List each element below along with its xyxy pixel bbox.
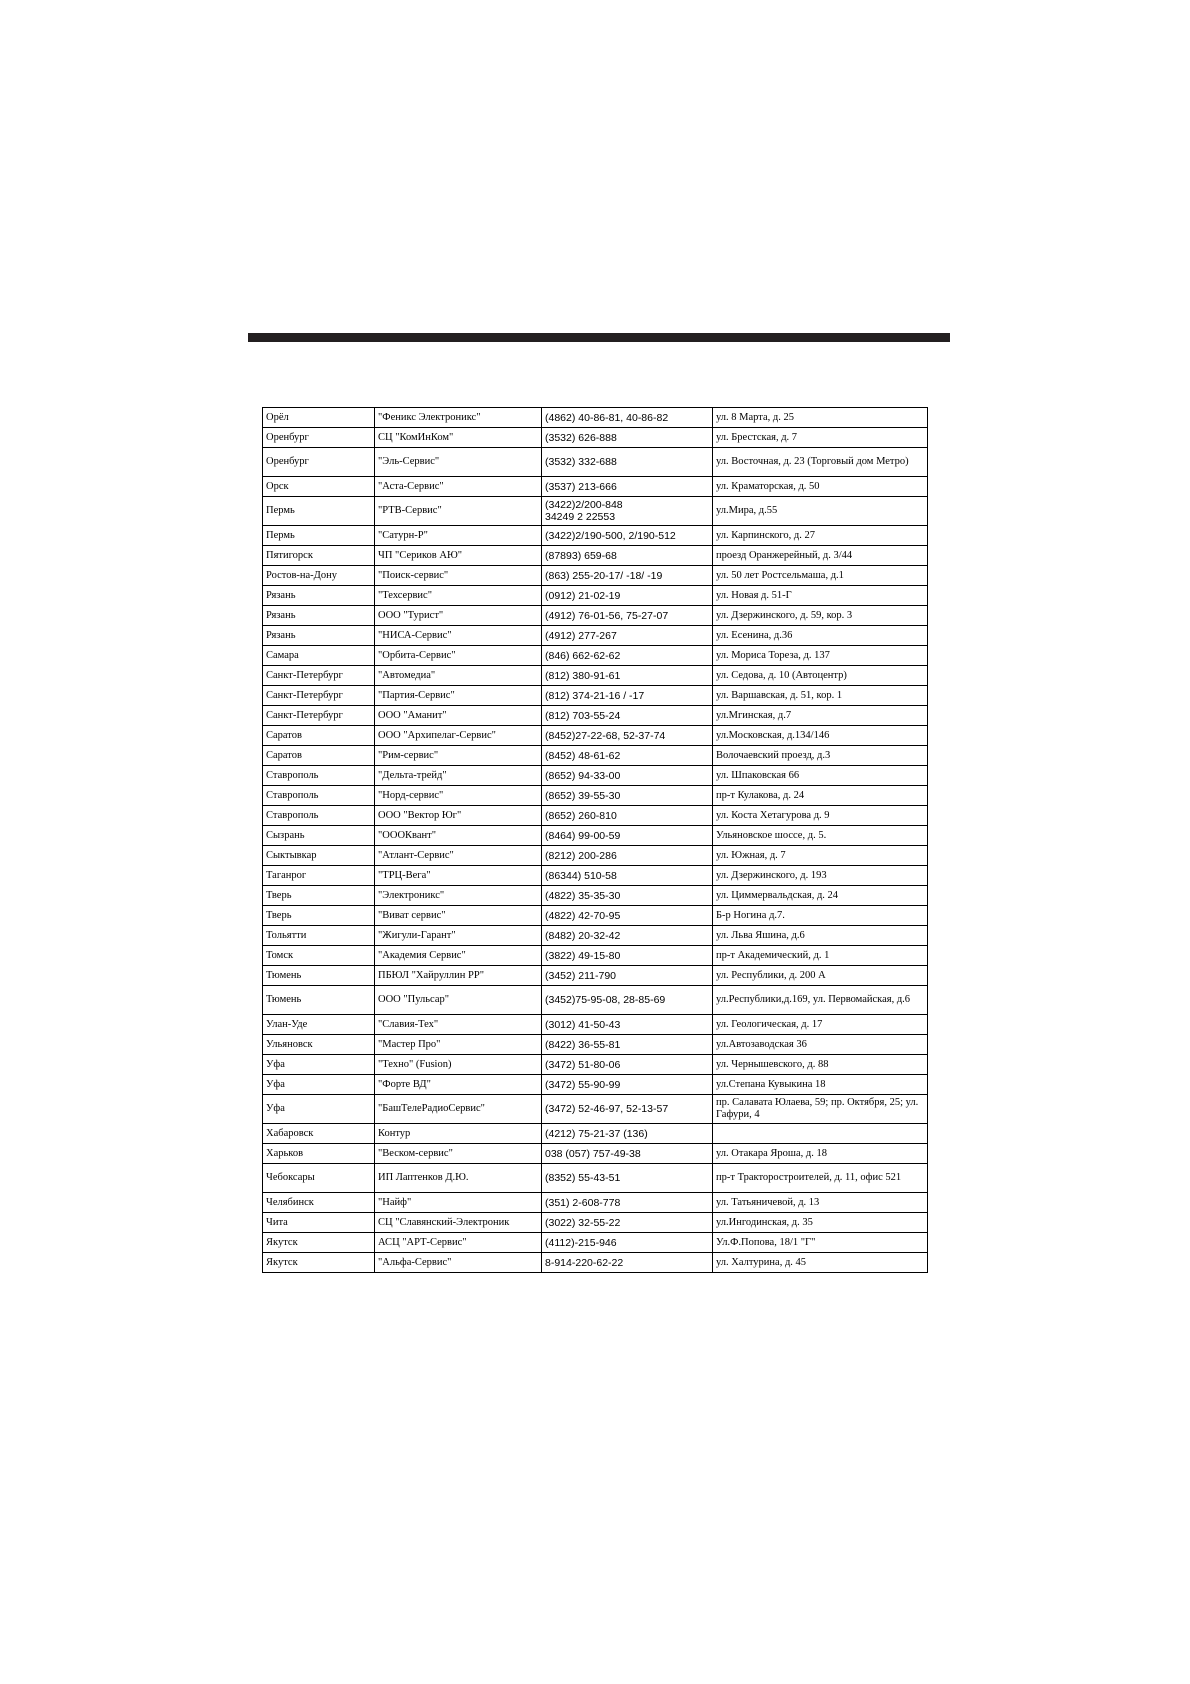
city-cell: Орск [263,477,375,497]
city-cell: Самара [263,646,375,666]
name-cell: "Академия Сервис" [375,946,542,966]
phone-cell: (3472) 51-80-06 [542,1055,713,1075]
name-cell: ЧП "Сериков АЮ" [375,546,542,566]
city-cell: Сыктывкар [263,846,375,866]
table-row [263,1124,928,1144]
phone-cell: (812) 374-21-16 / -17 [542,686,713,706]
table-row [263,626,928,646]
city-cell: Челябинск [263,1193,375,1213]
table-row [263,1164,928,1193]
city-cell: Саратов [263,726,375,746]
name-cell: "Найф" [375,1193,542,1213]
name-cell: "Феникс Электроникс" [375,408,542,428]
city-cell: Чита [263,1213,375,1233]
table-row [263,946,928,966]
address-cell: ул.Московская, д.134/146 [713,726,928,746]
city-cell: Тюмень [263,966,375,986]
address-cell [713,1124,928,1144]
phone-cell: (3022) 32-55-22 [542,1213,713,1233]
city-cell: Пятигорск [263,546,375,566]
address-cell: ул. Коста Хетагурова д. 9 [713,806,928,826]
address-cell: ул. Льва Яшина, д.6 [713,926,928,946]
address-cell: ул. Отакара Яроша, д. 18 [713,1144,928,1164]
name-cell: ПБЮЛ "Хайруллин РР" [375,966,542,986]
name-cell: "Атлант-Сервис" [375,846,542,866]
city-cell: Чебоксары [263,1164,375,1193]
table-row [263,666,928,686]
phone-cell: (3422)2/190-500, 2/190-512 [542,526,713,546]
address-cell: ул. Брестская, д. 7 [713,428,928,448]
name-cell: АСЦ "АРТ-Сервис" [375,1233,542,1253]
table-row [263,1233,928,1253]
table-row [263,1075,928,1095]
phone-cell: (8652) 39-55-30 [542,786,713,806]
city-cell: Рязань [263,626,375,646]
table-row [263,866,928,886]
phone-cell: (863) 255-20-17/ -18/ -19 [542,566,713,586]
table-row [263,926,928,946]
address-cell: ул. Варшавская, д. 51, кор. 1 [713,686,928,706]
address-cell: ул. Чернышевского, д. 88 [713,1055,928,1075]
city-cell: Томск [263,946,375,966]
address-cell: ул. Татьяничевой, д. 13 [713,1193,928,1213]
address-cell: ул.Ингодинская, д. 35 [713,1213,928,1233]
name-cell: СЦ "КомИнКом" [375,428,542,448]
city-cell: Тюмень [263,986,375,1015]
name-cell: "Техно" (Fusion) [375,1055,542,1075]
name-cell: "Норд-сервис" [375,786,542,806]
phone-cell: (8212) 200-286 [542,846,713,866]
phone-cell: (0912) 21-02-19 [542,586,713,606]
address-cell: ул. Седова, д. 10 (Автоцентр) [713,666,928,686]
address-cell: ул.Автозаводская 36 [713,1035,928,1055]
phone-cell: (351) 2-608-778 [542,1193,713,1213]
address-cell: ул. Мориса Тореза, д. 137 [713,646,928,666]
name-cell: "ТРЦ-Вега" [375,866,542,886]
table-row [263,1193,928,1213]
table-body [263,408,928,1273]
name-cell: СЦ "Славянский-Электроник [375,1213,542,1233]
address-cell: ул. Восточная, д. 23 (Торговый дом Метро) [713,448,928,477]
city-cell: Тверь [263,886,375,906]
table-row [263,906,928,926]
table-row [263,546,928,566]
name-cell: "Форте ВД" [375,1075,542,1095]
phone-cell: (4822) 42-70-95 [542,906,713,926]
table-row [263,586,928,606]
city-cell: Тверь [263,906,375,926]
table-row [263,1253,928,1273]
phone-cell: (8652) 94-33-00 [542,766,713,786]
phone-cell: (8652) 260-810 [542,806,713,826]
table-row [263,706,928,726]
phone-cell: (3012) 41-50-43 [542,1015,713,1035]
address-cell: ул. 50 лет Ростсельмаша, д.1 [713,566,928,586]
address-cell: ул. Есенина, д.36 [713,626,928,646]
name-cell: "НИСА-Сервис" [375,626,542,646]
phone-cell: (3472) 55-90-99 [542,1075,713,1095]
table-row [263,408,928,428]
phone-cell: (4212) 75-21-37 (136) [542,1124,713,1144]
table-row [263,1095,928,1124]
address-cell: ул.Степана Кувыкина 18 [713,1075,928,1095]
name-cell: ООО "Архипелаг-Сервис" [375,726,542,746]
table-row [263,766,928,786]
table-row [263,686,928,706]
address-cell: ул. Халтурина, д. 45 [713,1253,928,1273]
address-cell: пр-т Тракторостроителей, д. 11, офис 521 [713,1164,928,1193]
table-row [263,826,928,846]
name-cell: "Мастер Про" [375,1035,542,1055]
phone-cell: (3532) 332-688 [542,448,713,477]
header-rule [248,333,950,342]
table-row [263,986,928,1015]
city-cell: Якутск [263,1253,375,1273]
city-cell: Рязань [263,606,375,626]
table-row [263,1213,928,1233]
city-cell: Ставрополь [263,766,375,786]
city-cell: Уфа [263,1075,375,1095]
phone-cell: (3472) 52-46-97, 52-13-57 [542,1095,713,1124]
city-cell: Рязань [263,586,375,606]
phone-cell: (3422)2/200-848 34249 2 22553 [542,497,713,526]
city-cell: Ставрополь [263,786,375,806]
name-cell: "Поиск-сервис" [375,566,542,586]
city-cell: Оренбург [263,448,375,477]
phone-cell: (8464) 99-00-59 [542,826,713,846]
phone-cell: (4822) 35-35-30 [542,886,713,906]
table-row [263,1055,928,1075]
city-cell: Улан-Уде [263,1015,375,1035]
name-cell: ООО "Вектор Юг" [375,806,542,826]
phone-cell: (4912) 277-267 [542,626,713,646]
phone-cell: (8422) 36-55-81 [542,1035,713,1055]
phone-cell: 8-914-220-62-22 [542,1253,713,1273]
phone-cell: (812) 380-91-61 [542,666,713,686]
name-cell: "Электроникс" [375,886,542,906]
city-cell: Саратов [263,746,375,766]
table-row [263,497,928,526]
phone-cell: (846) 662-62-62 [542,646,713,666]
phone-cell: (8452) 48-61-62 [542,746,713,766]
name-cell: "Славия-Тех" [375,1015,542,1035]
city-cell: Хабаровск [263,1124,375,1144]
table-row [263,786,928,806]
phone-cell: (3822) 49-15-80 [542,946,713,966]
address-cell: ул. Геологическая, д. 17 [713,1015,928,1035]
address-cell: Ульяновское шоссе, д. 5. [713,826,928,846]
phone-cell: (4862) 40-86-81, 40-86-82 [542,408,713,428]
city-cell: Уфа [263,1095,375,1124]
address-cell: Ул.Ф.Попова, 18/1 "Г" [713,1233,928,1253]
address-cell: пр-т Академический, д. 1 [713,946,928,966]
address-cell: ул. Южная, д. 7 [713,846,928,866]
city-cell: Оренбург [263,428,375,448]
city-cell: Санкт-Петербург [263,666,375,686]
table-row [263,1144,928,1164]
address-cell: Б-р Ногина д.7. [713,906,928,926]
city-cell: Сызрань [263,826,375,846]
table-row [263,746,928,766]
name-cell: "Аста-Сервис" [375,477,542,497]
city-cell: Таганрог [263,866,375,886]
address-cell: ул.Мира, д.55 [713,497,928,526]
phone-cell: (8352) 55-43-51 [542,1164,713,1193]
address-cell: пр-т Кулакова, д. 24 [713,786,928,806]
name-cell: "Автомедиа" [375,666,542,686]
city-cell: Харьков [263,1144,375,1164]
city-cell: Ульяновск [263,1035,375,1055]
address-cell: ул. Новая д. 51-Г [713,586,928,606]
phone-cell: (86344) 510-58 [542,866,713,886]
city-cell: Пермь [263,497,375,526]
name-cell: ИП Лаптенков Д.Ю. [375,1164,542,1193]
name-cell: "Партия-Сервис" [375,686,542,706]
address-cell: ул. Дзержинского, д. 193 [713,866,928,886]
table-row [263,726,928,746]
address-cell: проезд Оранжерейный, д. 3/44 [713,546,928,566]
name-cell: "Жигули-Гарант" [375,926,542,946]
city-cell: Орёл [263,408,375,428]
address-cell: ул.Республики,д.169, ул. Первомайская, д.6 [713,986,928,1015]
name-cell: "Дельта-трейд" [375,766,542,786]
address-cell: ул. 8 Марта, д. 25 [713,408,928,428]
service-centers-table [262,407,928,1273]
address-cell: Волочаевский проезд, д.3 [713,746,928,766]
city-cell: Тольятти [263,926,375,946]
name-cell: "ОООКвант" [375,826,542,846]
table-row [263,477,928,497]
name-cell: "РТВ-Сервис" [375,497,542,526]
name-cell: "Сатурн-Р" [375,526,542,546]
address-cell: ул.Мгинская, д.7 [713,706,928,726]
city-cell: Санкт-Петербург [263,686,375,706]
phone-cell: (3452)75-95-08, 28-85-69 [542,986,713,1015]
address-cell: пр. Салавата Юлаева, 59; пр. Октября, 25; ул. Гафури, 4 [713,1095,928,1124]
name-cell: ООО "Пульсар" [375,986,542,1015]
table-row [263,846,928,866]
city-cell: Санкт-Петербург [263,706,375,726]
city-cell: Ростов-на-Дону [263,566,375,586]
name-cell: ООО "Турист" [375,606,542,626]
phone-cell: (3532) 626-888 [542,428,713,448]
address-cell: ул. Республики, д. 200 А [713,966,928,986]
name-cell: "БашТелеРадиоСервис" [375,1095,542,1124]
city-cell: Ставрополь [263,806,375,826]
phone-cell: 038 (057) 757-49-38 [542,1144,713,1164]
table-row [263,526,928,546]
address-cell: ул. Карпинского, д. 27 [713,526,928,546]
table-row [263,606,928,626]
table-row [263,806,928,826]
phone-cell: (8482) 20-32-42 [542,926,713,946]
address-cell: ул. Дзержинского, д. 59, кор. 3 [713,606,928,626]
city-cell: Пермь [263,526,375,546]
name-cell: "Виват сервис" [375,906,542,926]
phone-cell: (4112)-215-946 [542,1233,713,1253]
phone-cell: (812) 703-55-24 [542,706,713,726]
table-row [263,1015,928,1035]
phone-cell: (3537) 213-666 [542,477,713,497]
table-row [263,886,928,906]
phone-cell: (8452)27-22-68, 52-37-74 [542,726,713,746]
address-cell: ул. Шпаковская 66 [713,766,928,786]
table-row [263,1035,928,1055]
table-row [263,646,928,666]
phone-cell: (4912) 76-01-56, 75-27-07 [542,606,713,626]
name-cell: "Эль-Сервис" [375,448,542,477]
name-cell: Контур [375,1124,542,1144]
city-cell: Уфа [263,1055,375,1075]
table-row [263,448,928,477]
name-cell: "Веском-сервис" [375,1144,542,1164]
name-cell: "Орбита-Сервис" [375,646,542,666]
name-cell: ООО "Аманит" [375,706,542,726]
table-row [263,428,928,448]
table-row [263,966,928,986]
address-cell: ул. Краматорская, д. 50 [713,477,928,497]
name-cell: "Рим-сервис" [375,746,542,766]
name-cell: "Альфа-Сервис" [375,1253,542,1273]
phone-cell: (87893) 659-68 [542,546,713,566]
city-cell: Якутск [263,1233,375,1253]
address-cell: ул. Циммервальдская, д. 24 [713,886,928,906]
table-row [263,566,928,586]
name-cell: "Техсервис" [375,586,542,606]
phone-cell: (3452) 211-790 [542,966,713,986]
